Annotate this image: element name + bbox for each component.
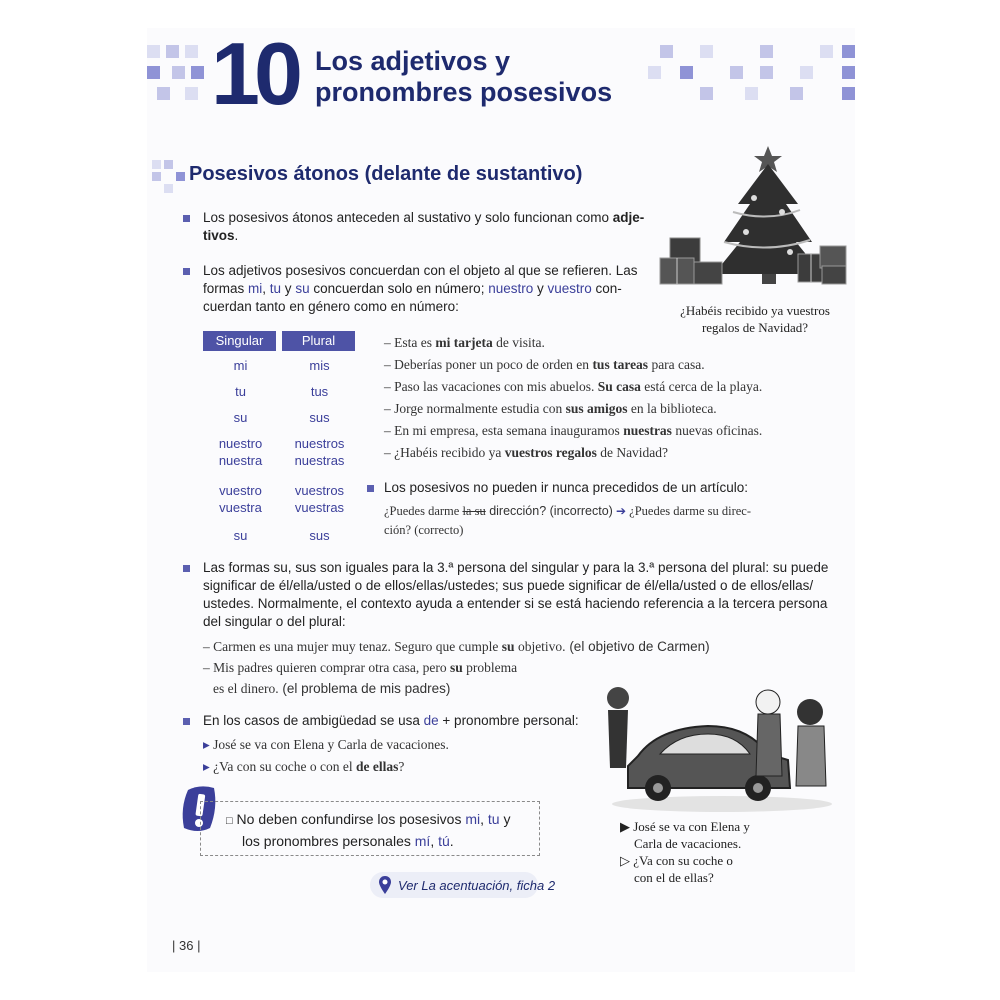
example-line: – Jorge normalmente estudia con sus amigos en la biblioteca. xyxy=(384,401,717,416)
table-cell: mis xyxy=(309,358,330,373)
section-title: Posesivos átonos (delante de sustantivo) xyxy=(189,163,583,185)
chapter-title xyxy=(315,46,612,108)
example-line: – ¿Habéis recibido ya vuestros regalos de Navidad? xyxy=(384,445,669,460)
bullet-marker xyxy=(183,718,190,725)
bullet2-text: Los adjetivos posesivos concuerdan con el objeto al que se refieren. Las formas mi, tu y su concuerdan solo en número; nuestro y vuestro con- cuerdan tanto en género como en número: xyxy=(203,263,638,314)
example-line: – Deberías poner un poco de orden en tus tareas para casa. xyxy=(384,357,705,372)
tree-caption: ¿Habéis recibido ya vuestros regalos de Navidad? xyxy=(680,303,830,335)
triangle-filled-icon: ▸ xyxy=(203,737,210,752)
table-cell: tus xyxy=(310,384,329,399)
bullet-marker xyxy=(183,268,190,275)
chapter-number: 10 xyxy=(211,24,297,123)
table-cell: sus xyxy=(309,410,330,425)
note-text: □ No deben confundirse los posesivos mi, tu y los pronombres personales mí, tú. xyxy=(226,811,511,849)
example-line: – Esta es mi tarjeta de visita. xyxy=(384,335,545,350)
bullet1-text: Los posesivos átonos anteceden al sustativo y solo funcionan como adje- tivos. xyxy=(203,210,645,243)
cross-reference-text[interactable]: Ver La acentuación, ficha 2 xyxy=(398,878,556,893)
table-cell: mi xyxy=(233,358,248,373)
car-scene-illustration xyxy=(598,676,846,814)
bullet3-examples: – Carmen es una mujer muy tenaz. Seguro que cumple su objetivo. (el objetivo de Carmen) – Mis padres quieren comprar otra casa, pero su problema es el dinero. (el problema de mis padres) xyxy=(203,639,710,696)
article-note-examples: ¿Puedes darme la su dirección? (incorrecto) ➔ ¿Puedes darme su direc- ción? (correcto) xyxy=(384,504,751,537)
bullet4-text: En los casos de ambigüedad se usa de + pronombre personal: xyxy=(203,713,579,728)
table-cell: su xyxy=(233,410,248,425)
bullet3-text: Las formas su, sus son iguales para la 3.ª persona del singular y para la 3.ª persona del plural: su puede significar de él/ella/usted o de ellos/ellas/ustedes; sus puede significar de él/ella/usted o de ellos/ellas/ ustedes. Normalmente, el contexto ayuda a entender si se está haciendo referencia a la tercera persona del singular o del plural: xyxy=(203,560,829,629)
table-cell: tu xyxy=(235,384,246,399)
examples-list xyxy=(384,332,824,464)
chapter-title-line1: Los adjetivos y xyxy=(315,46,511,76)
table-cell: nuestro nuestra xyxy=(218,436,263,468)
table-cell: su xyxy=(233,528,248,543)
table-cell: sus xyxy=(309,528,330,543)
article-note-text: Los posesivos no pueden ir nunca precedidos de un artículo: xyxy=(384,480,748,495)
checkbox-icon: □ xyxy=(226,815,233,827)
bullet-marker xyxy=(367,485,374,492)
arrow-right-icon: ➔ xyxy=(615,504,627,518)
car-caption: ▶ José se va con Elena y Carla de vacaciones. ▷ ¿Va con su coche o con el de ellas? xyxy=(620,819,750,885)
bullet-marker xyxy=(183,215,190,222)
chapter-title-line2: pronombres posesivos xyxy=(315,77,613,107)
bullet4-examples: ▸ José se va con Elena y Carla de vacaciones. ▸ ¿Va con su coche o con el de ellas? xyxy=(203,737,449,774)
triangle-filled-icon: ▶ xyxy=(620,819,630,834)
example-line: – Paso las vacaciones con mis abuelos. Su casa está cerca de la playa. xyxy=(384,379,763,394)
table-header-singular: Singular xyxy=(203,331,276,351)
christmas-tree-illustration xyxy=(658,142,850,292)
location-pin-icon xyxy=(378,875,392,895)
triangle-outline-icon: ▷ xyxy=(620,853,630,868)
table-cell: vuestros vuestras xyxy=(294,483,345,515)
table-header-plural: Plural xyxy=(282,331,355,351)
example-line: – En mi empresa, esta semana inauguramos nuestras nuevas oficinas. xyxy=(384,423,763,438)
triangle-filled-icon: ▸ xyxy=(203,759,210,774)
page-number: | 36 | xyxy=(172,938,201,953)
bullet-marker xyxy=(183,565,190,572)
table-cell: vuestro vuestra xyxy=(219,483,262,515)
section-decoration xyxy=(152,160,182,190)
table-cell: nuestros nuestras xyxy=(294,436,345,468)
